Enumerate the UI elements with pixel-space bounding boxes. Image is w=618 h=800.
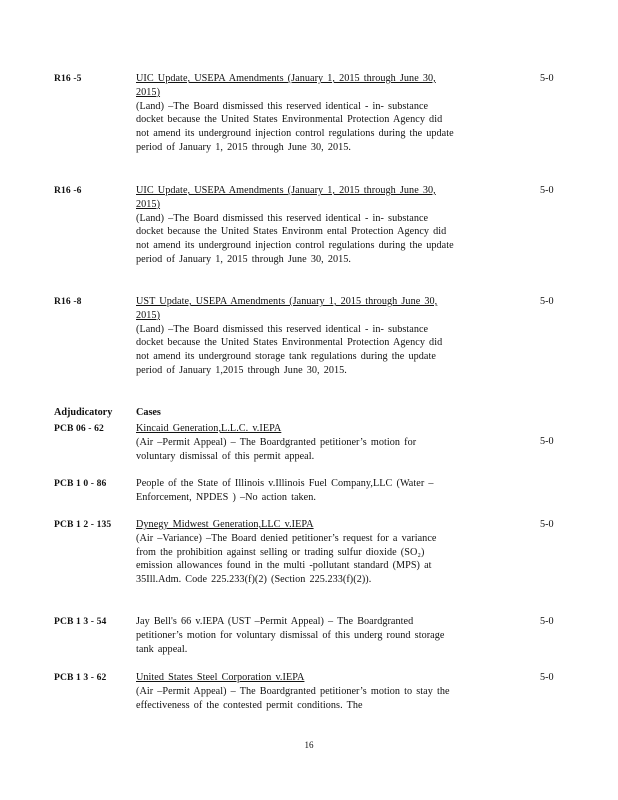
section-label: Adjudicatory (54, 407, 113, 418)
docket-number: PCB 1 0 - 86 (54, 478, 107, 489)
entry-title: Kincaid Generation,L.L.C. v.IEPA (136, 423, 282, 434)
entry-text (136, 477, 458, 505)
entry-title: Dynegy Midwest Generation,LLC v.IEPA (136, 519, 314, 530)
vote-count: 5-0 (540, 672, 554, 683)
entry-title: UIC Update, USEPA Amendments (January 1, 2015 through June 30, 2015) (136, 73, 436, 98)
entry-description: (Air –Variance) –The Board denied petitioner’s request for a variance from the prohibition against selling or trading sulfur dioxide (SO₂) emission allowances found in the multi -pollutant standard (MPS) at 35Ill.Adm. Code 225.233(f)(2) (Section 225.233(f)(2)). (136, 532, 437, 586)
vote-count: 5-0 (540, 185, 554, 196)
entry-text (136, 615, 458, 656)
entry-description: Jay Bell's 66 v.IEPA (UST –Permit Appeal) – The Boardgranted petitioner’s motion for voluntary dismissal of this underg round storage tank appeal. (136, 616, 445, 655)
entry-title: UIC Update, USEPA Amendments (January 1, 2015 through June 30, 2015) (136, 185, 436, 210)
docket-number: R16 -8 (54, 296, 82, 307)
vote-count: 5-0 (540, 296, 554, 307)
entry-description: (Land) –The Board dismissed this reserved identical - in- substance docket because the United States Environmental Protection Agency did not amend its underground injection control regulations during the update period of January 1, 2015 through June 30, 2015. (136, 100, 454, 153)
vote-count: 5-0 (540, 519, 554, 530)
entry-description: People of the State of Illinois v.Illinois Fuel Company,LLC (Water –Enforcement, NPDES ) –No action taken. (136, 478, 434, 503)
entry-text (136, 295, 458, 378)
vote-count: 5-0 (540, 436, 554, 447)
docket-number: PCB 1 2 - 135 (54, 519, 112, 530)
entry-description: (Air –Permit Appeal) – The Boardgranted petitioner’s motion to stay the effectiveness of the contested permit conditions. The (136, 685, 450, 711)
entry-description: (Land) –The Board dismissed this reserved identical - in- substance docket because the United States Environm ental Protection Agency did not amend its underground injection control regulations during the update period of January 1, 2015 through June 30, 2015. (136, 212, 454, 265)
vote-count: 5-0 (540, 73, 554, 84)
entry-text (136, 72, 458, 155)
docket-number: PCB 1 3 - 54 (54, 616, 107, 627)
section-title: Cases (136, 407, 161, 418)
entry-description: (Land) –The Board dismissed this reserved identical - in- substance docket because the United States Environmental Protection Agency did not amend its underground storage tank regulations during the update period of January 1,2015 through June 30, 2015. (136, 323, 443, 376)
entry-description: (Air –Permit Appeal) – The Boardgranted petitioner’s motion for voluntary dismissal of this permit appeal. (136, 436, 417, 462)
docket-number: R16 -6 (54, 185, 82, 196)
docket-number: PCB 1 3 - 62 (54, 672, 107, 683)
vote-count: 5-0 (540, 616, 554, 627)
docket-number: PCB 06 - 62 (54, 423, 104, 434)
page-number: 16 (304, 740, 314, 750)
entry-text (136, 671, 458, 712)
entry-text (136, 518, 458, 587)
entry-text (136, 422, 458, 463)
entry-text (136, 184, 458, 267)
entry-title: UST Update, USEPA Amendments (January 1, 2015 through June 30, 2015) (136, 296, 438, 321)
docket-number: R16 -5 (54, 73, 82, 84)
entry-title: United States Steel Corporation v.IEPA (136, 672, 305, 683)
